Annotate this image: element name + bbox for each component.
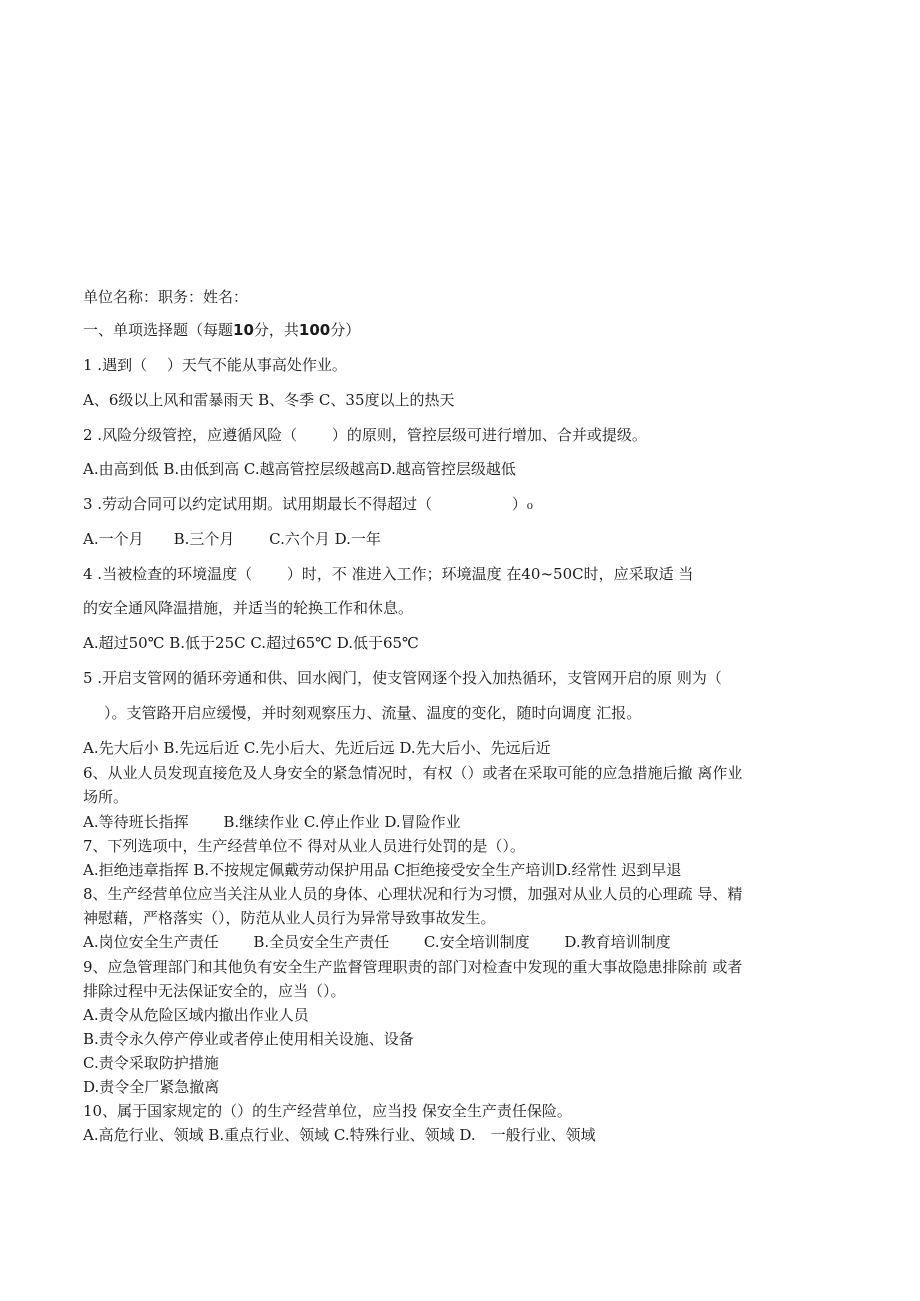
- question-1-stem: 1 .遇到（ ）天气不能从事高处作业。: [83, 356, 347, 374]
- question-4-stem-line-2: 的安全通风降温措施，并适当的轮换工作和休息。: [83, 599, 414, 617]
- question-9-stem-line-1: 9、应急管理部门和其他负有安全生产监督管理职责的部门对检查中发现的重大事故隐患排除前 或者: [83, 958, 743, 976]
- section-title-prefix: 一、单项选择题（每题: [83, 321, 234, 339]
- question-6-options: A.等待班长指挥 B.继续作业 C.停止作业 D.冒险作业: [83, 813, 461, 831]
- section-title-mid: 分，共: [253, 321, 299, 339]
- question-10-stem: 10、属于国家规定的（）的生产经营单位，应当投 保安全生产责任保险。: [83, 1102, 572, 1120]
- question-10-options: A.高危行业、领域 B.重点行业、领域 C.特殊行业、领域 D. 一般行业、领域: [83, 1126, 596, 1144]
- question-4-stem-line-1: 4 .当被检查的环境温度（ ）时，不 准进入工作；环境温度 在40~50C时，应采取适 当: [83, 565, 694, 583]
- question-9-option-c: C.责令采取防护措施: [83, 1054, 219, 1072]
- header-fields: 单位名称：职务：姓名：: [83, 288, 249, 306]
- question-2-options: A.由高到低 B.由低到高 C.越高管控层级越高D.越高管控层级越低: [83, 460, 516, 478]
- question-5-stem-line-2: ）。支管路开启应缓慢，并时刻观察压力、流量、温度的变化，随时向调度 汇报。: [104, 704, 642, 722]
- question-9-option-a: A.责令从危险区域内撤出作业人员: [83, 1006, 309, 1024]
- question-5-options: A.先大后小 B.先远后近 C.先小后大、先近后远 D.先大后小、先远后近: [83, 739, 551, 757]
- question-3-options: A.一个月 B.三个月 C.六个月 D.一年: [83, 530, 381, 548]
- section-title-suffix: 分）: [330, 321, 361, 339]
- question-5-stem-line-1: 5 .开启支管网的循环旁通和供、回水阀门，使支管网逐个投入加热循环，支管网开启的原 则为（: [83, 669, 722, 687]
- question-3-stem: 3 .劳动合同可以约定试用期。试用期最长不得超过（ ）₀: [83, 495, 533, 513]
- points-each: 10: [233, 321, 254, 339]
- question-9-option-d: D.责令全厂紧急撤离: [83, 1078, 220, 1096]
- question-6-stem-line-2: 场所。: [83, 788, 129, 806]
- question-8-stem-line-1: 8、生产经营单位应当关注从业人员的身体、心理状况和行为习惯，加强对从业人员的心理疏 导、精: [83, 885, 743, 903]
- points-total: 100: [298, 321, 331, 339]
- question-2-stem: 2 .风险分级管控，应遵循风险（ ）的原则，管控层级可进行增加、合并或提级。: [83, 426, 647, 444]
- question-6-stem-line-1: 6、从业人员发现直接危及人身安全的紧急情况时，有权（）或者在采取可能的应急措施后撤 离作业: [83, 764, 743, 782]
- question-7-stem: 7、下列选项中，生产经营单位不 得对从业人员进行处罚的是（）。: [83, 837, 525, 855]
- question-8-stem-line-2: 神慰藉，严格落实（），防范从业人员行为异常导致事故发生。: [83, 909, 496, 927]
- question-9-option-b: B.责令永久停产停业或者停止使用相关设施、设备: [83, 1030, 414, 1048]
- question-1-options: A、6级以上风和雷暴雨天 B、冬季 C、35度以上的热天: [83, 391, 455, 409]
- section-title: [83, 320, 360, 340]
- question-4-options: A.超过50℃ B.低于25C C.超过65℃ D.低于65℃: [83, 634, 419, 652]
- question-8-options: A.岗位安全生产责任 B.全员安全生产责任 C.安全培训制度 D.教育培训制度: [83, 933, 671, 951]
- question-9-stem-line-2: 排除过程中无法保证安全的，应当（）。: [83, 982, 346, 1000]
- question-7-options: A.拒绝违章指挥 B.不按规定佩戴劳动保护用品 C拒绝接受安全生产培训D.经常性 迟到早退: [83, 861, 682, 879]
